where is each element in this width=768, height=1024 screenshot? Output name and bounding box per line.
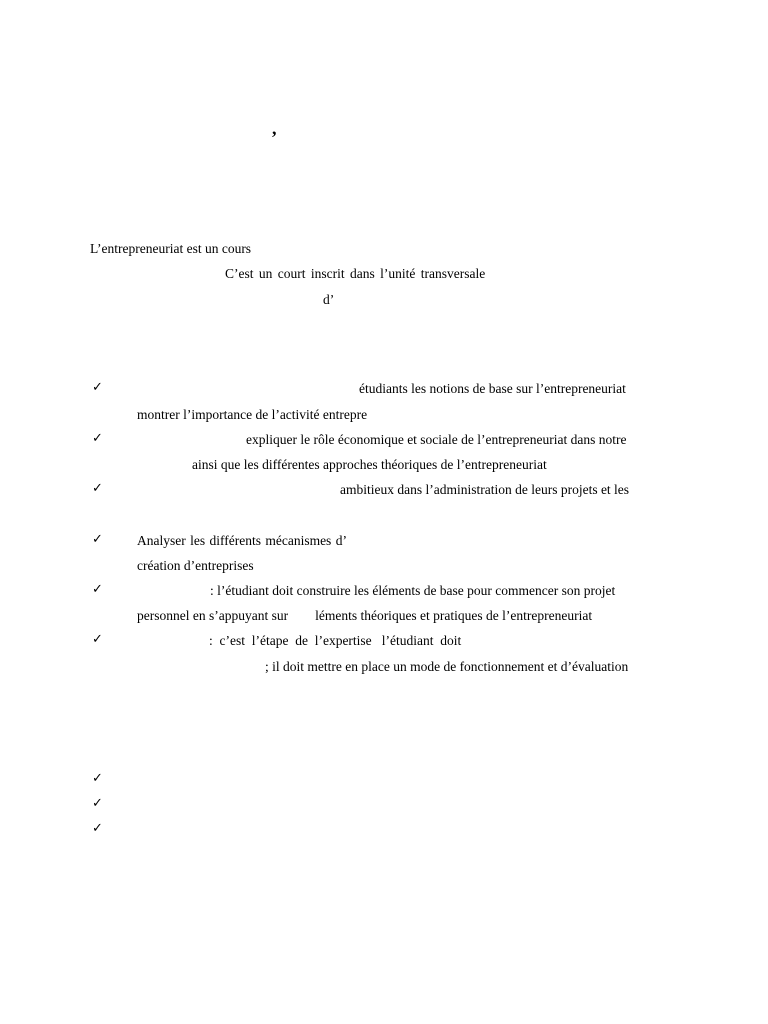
checkmark-icon: ✓ — [92, 380, 103, 395]
objective-1-line-2: montrer l’importance de l’activité entrepre — [137, 407, 368, 422]
intro-line-2: C’est un court inscrit dans l’unité transversale — [225, 266, 486, 281]
checkmark-icon: ✓ — [92, 796, 103, 811]
objective-5-line-2: personnel en s’appuyant sur léments théoriques et pratiques de l’entrepreneuriat — [137, 608, 593, 623]
objective-1-line-1: étudiants les notions de base sur l’entrepreneuriat — [359, 381, 626, 396]
stray-comma: , — [272, 118, 277, 138]
intro-line-3: d’ — [323, 292, 335, 307]
objective-2-line-2: ainsi que les différentes approches théoriques de l’entrepreneuriat — [192, 457, 547, 472]
checkmark-icon: ✓ — [92, 771, 103, 786]
objective-2-line-1: expliquer le rôle économique et sociale de l’entrepreneuriat dans notre — [246, 432, 627, 447]
intro-line-1: L’entrepreneuriat est un cours — [90, 241, 252, 256]
objective-3-line-1: ambitieux dans l’administration de leurs projets et les — [340, 482, 630, 497]
objective-4-line-2: création d’entreprises — [137, 558, 254, 573]
checkmark-icon: ✓ — [92, 632, 103, 647]
checkmark-icon: ✓ — [92, 532, 103, 547]
objective-4-line-1: Analyser les différents mécanismes d’ — [137, 533, 347, 548]
checkmark-icon: ✓ — [92, 582, 103, 597]
checkmark-icon: ✓ — [92, 821, 103, 836]
objective-6-line-2: ; il doit mettre en place un mode de fonctionnement et d’évaluation — [265, 659, 629, 674]
checkmark-icon: ✓ — [92, 431, 103, 446]
checkmark-icon: ✓ — [92, 481, 103, 496]
objective-6-line-1: : c’est l’étape de l’expertise l’étudiant doit — [209, 633, 462, 648]
objective-5-line-1: : l’étudiant doit construire les éléments de base pour commencer son projet — [210, 583, 616, 598]
